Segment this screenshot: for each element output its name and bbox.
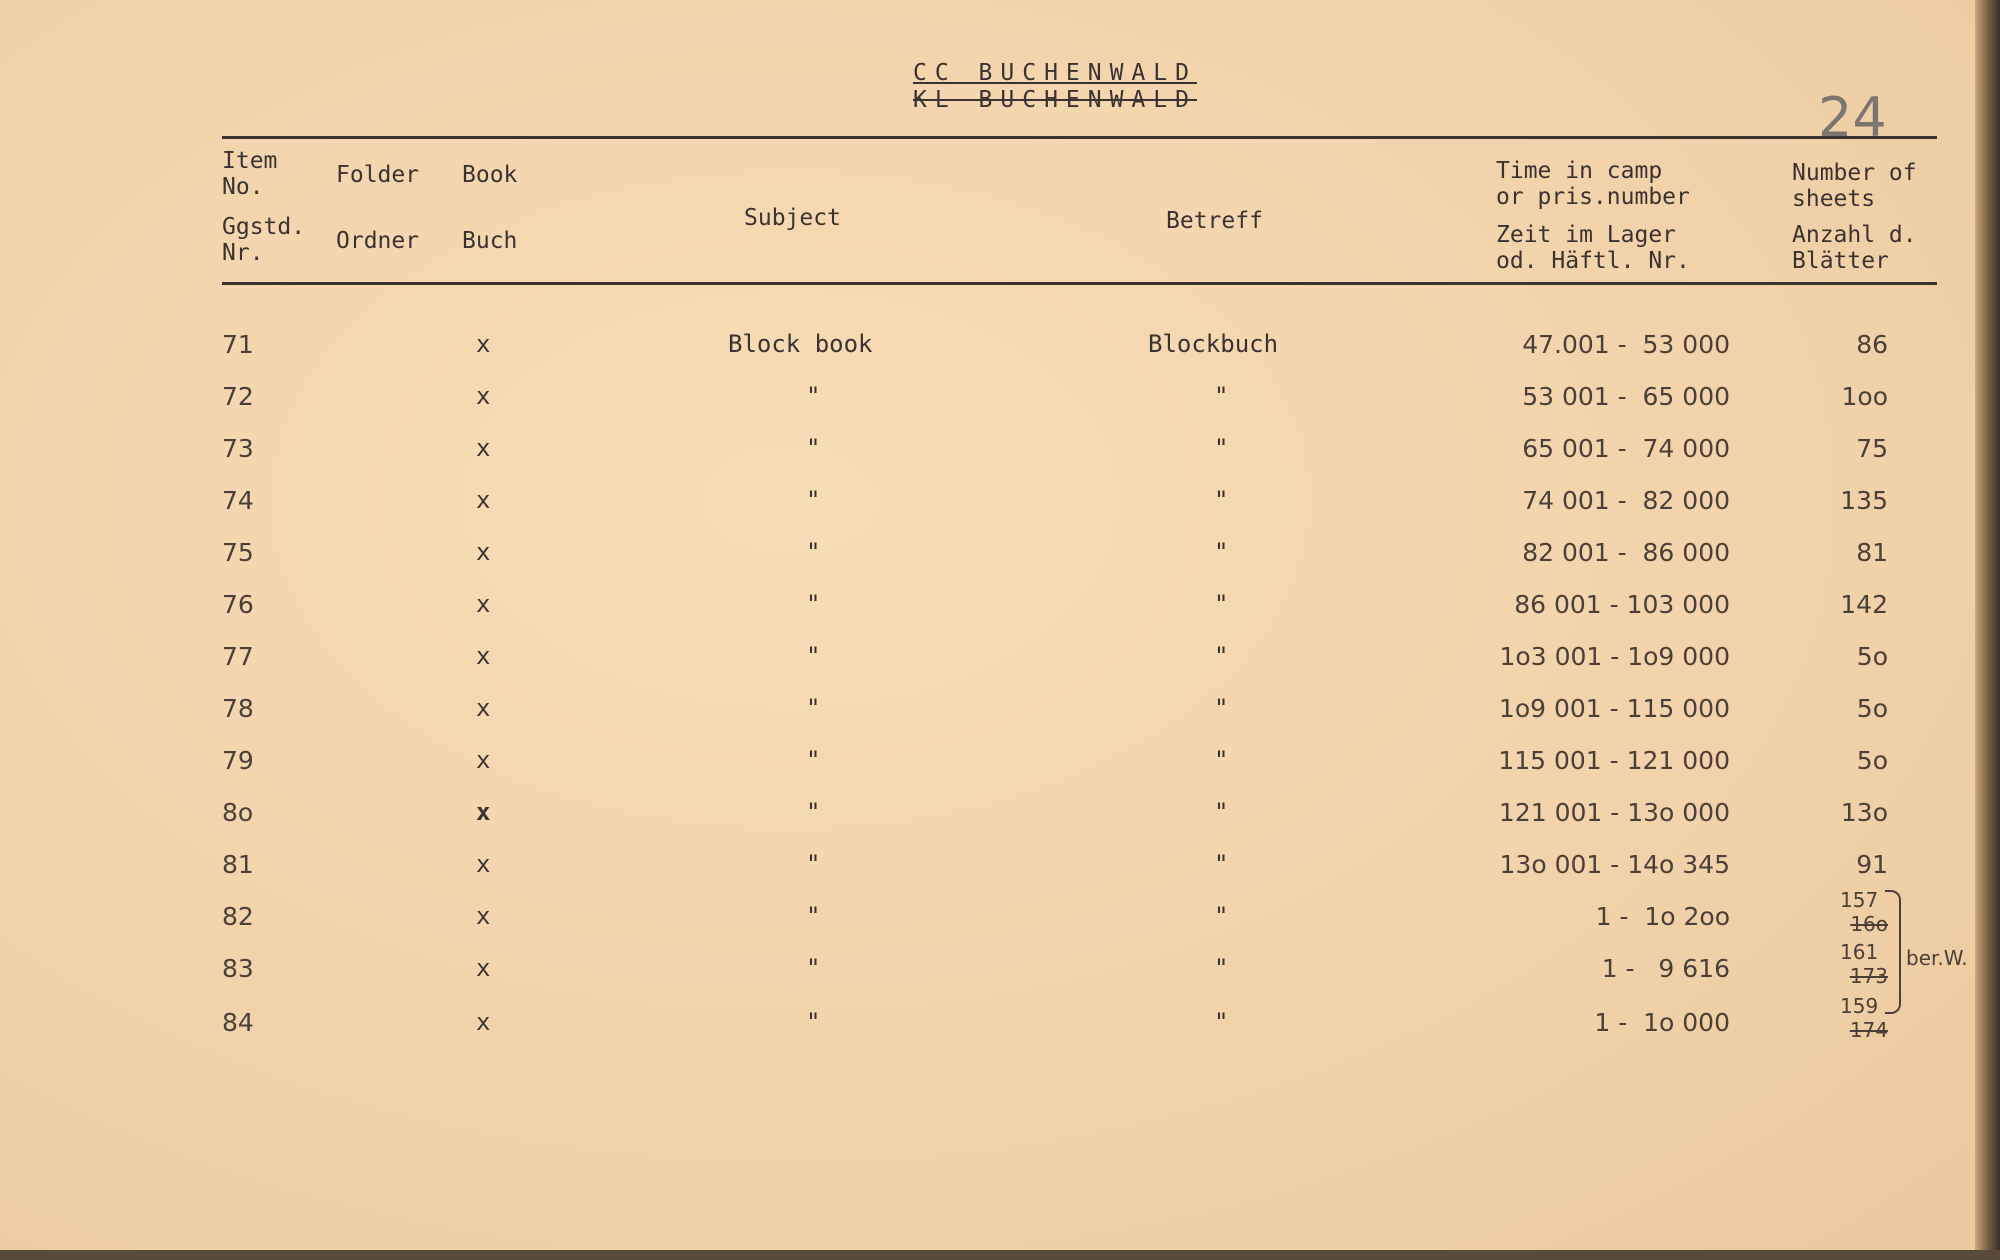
subject: " bbox=[806, 798, 821, 826]
sheet-count: 86 bbox=[1856, 330, 1888, 359]
sheet-count-struck: 173 bbox=[1849, 964, 1888, 988]
header-time-de: Zeit im Lager od. Häftl. Nr. bbox=[1496, 222, 1690, 274]
item-number: 81 bbox=[222, 850, 254, 879]
betreff: " bbox=[1214, 538, 1229, 566]
sheet-count: 135 bbox=[1840, 486, 1888, 515]
correction-note: ber.W. bbox=[1906, 946, 1968, 970]
book-mark: x bbox=[476, 798, 491, 826]
subject: " bbox=[806, 902, 821, 930]
subject: " bbox=[806, 850, 821, 878]
subject: " bbox=[806, 642, 821, 670]
number-range: 47.001 - 53 000 bbox=[1522, 330, 1730, 359]
header-time-en: Time in camp or pris.number bbox=[1496, 158, 1690, 210]
betreff: " bbox=[1214, 850, 1229, 878]
item-number: 84 bbox=[222, 1008, 254, 1037]
table-row bbox=[0, 850, 1975, 902]
header-sheets-de: Anzahl d. Blätter bbox=[1792, 222, 1917, 274]
sheet-count: 1oo bbox=[1841, 382, 1888, 411]
number-range: 82 001 - 86 000 bbox=[1522, 538, 1730, 567]
betreff: " bbox=[1214, 642, 1229, 670]
item-number: 72 bbox=[222, 382, 254, 411]
book-mark: x bbox=[476, 538, 491, 566]
header-folder-en: Folder bbox=[336, 162, 420, 188]
number-range: 86 001 - 103 000 bbox=[1514, 590, 1730, 619]
number-range: 1o9 001 - 115 000 bbox=[1498, 694, 1730, 723]
sheet-count: 5o bbox=[1856, 694, 1888, 723]
book-edge bbox=[1975, 0, 2000, 1260]
item-number: 83 bbox=[222, 954, 254, 983]
subject: " bbox=[806, 590, 821, 618]
correction-82: 157 bbox=[1840, 888, 1879, 912]
header-book-de: Buch bbox=[462, 228, 518, 254]
table-row bbox=[0, 590, 1975, 642]
subject: " bbox=[806, 434, 821, 462]
number-range: 13o 001 - 14o 345 bbox=[1499, 850, 1730, 879]
header-top-rule bbox=[222, 136, 1937, 139]
correction-84: 159 bbox=[1840, 994, 1879, 1018]
sheet-count: 13o bbox=[1840, 798, 1888, 827]
number-range: 65 001 - 74 000 bbox=[1522, 434, 1730, 463]
header-bottom-rule bbox=[222, 282, 1937, 285]
sheet-count-struck: 16o bbox=[1850, 912, 1888, 936]
betreff: " bbox=[1214, 746, 1229, 774]
header-sheets-en: Number of sheets bbox=[1792, 160, 1917, 212]
table-row bbox=[0, 486, 1975, 538]
betreff: " bbox=[1214, 486, 1229, 514]
header-item-en: Item No. bbox=[222, 148, 278, 200]
table-row bbox=[0, 746, 1975, 798]
item-number: 74 bbox=[222, 486, 254, 515]
table-row bbox=[0, 434, 1975, 486]
book-mark: x bbox=[476, 382, 491, 410]
subject: " bbox=[806, 486, 821, 514]
sheet-count: 5o bbox=[1856, 642, 1888, 671]
book-mark: x bbox=[476, 486, 491, 514]
item-number: 79 bbox=[222, 746, 254, 775]
table-row bbox=[0, 382, 1975, 434]
sheet-count: 91 bbox=[1856, 850, 1888, 879]
item-number: 76 bbox=[222, 590, 254, 619]
correction-83: 161 bbox=[1840, 940, 1879, 964]
number-range: 121 001 - 13o 000 bbox=[1498, 798, 1730, 827]
item-number: 73 bbox=[222, 434, 254, 463]
book-mark: x bbox=[476, 642, 491, 670]
header-folder-de: Ordner bbox=[336, 228, 420, 254]
betreff: " bbox=[1214, 954, 1229, 982]
betreff: " bbox=[1214, 902, 1229, 930]
table-row bbox=[0, 954, 1975, 1006]
number-range: 115 001 - 121 000 bbox=[1498, 746, 1730, 775]
subject: Block book bbox=[728, 330, 873, 358]
header-betreff: Betreff bbox=[1166, 208, 1263, 234]
book-mark: x bbox=[476, 902, 491, 930]
correction-bracket bbox=[1885, 890, 1901, 1014]
betreff: " bbox=[1214, 382, 1229, 410]
sheet-count: 75 bbox=[1856, 434, 1888, 463]
table-row bbox=[0, 694, 1975, 746]
betreff: Blockbuch bbox=[1148, 330, 1279, 358]
item-number: 71 bbox=[222, 330, 254, 359]
subject: " bbox=[806, 382, 821, 410]
betreff: " bbox=[1214, 798, 1229, 826]
table-row bbox=[0, 642, 1975, 694]
subject: " bbox=[806, 954, 821, 982]
number-range: 1 - 1o 2oo bbox=[1595, 902, 1730, 931]
item-number: 82 bbox=[222, 902, 254, 931]
item-number: 75 bbox=[222, 538, 254, 567]
betreff: " bbox=[1214, 1008, 1229, 1036]
book-mark: x bbox=[476, 434, 491, 462]
sheet-count: 81 bbox=[1856, 538, 1888, 567]
subject: " bbox=[806, 746, 821, 774]
betreff: " bbox=[1214, 590, 1229, 618]
table-row bbox=[0, 798, 1975, 850]
item-number: 8o bbox=[222, 798, 254, 827]
table-row bbox=[0, 1008, 1975, 1060]
book-mark: x bbox=[476, 954, 491, 982]
item-number: 77 bbox=[222, 642, 254, 671]
page-number: 24 bbox=[1818, 86, 1887, 149]
book-mark: x bbox=[476, 330, 491, 358]
betreff: " bbox=[1214, 434, 1229, 462]
number-range: 1 - 9 616 bbox=[1601, 954, 1730, 983]
sheet-count: 5o bbox=[1856, 746, 1888, 775]
table-row bbox=[0, 902, 1975, 954]
book-mark: x bbox=[476, 746, 491, 774]
sheet-count-struck: 174 bbox=[1849, 1018, 1888, 1042]
betreff: " bbox=[1214, 694, 1229, 722]
book-mark: x bbox=[476, 850, 491, 878]
number-range: 74 001 - 82 000 bbox=[1522, 486, 1730, 515]
subject: " bbox=[806, 1008, 821, 1036]
book-mark: x bbox=[476, 694, 491, 722]
subject: " bbox=[806, 694, 821, 722]
header-item-de: Ggstd. Nr. bbox=[222, 214, 306, 266]
number-range: 1o3 001 - 1o9 000 bbox=[1499, 642, 1730, 671]
book-mark: x bbox=[476, 590, 491, 618]
number-range: 1 - 1o 000 bbox=[1594, 1008, 1730, 1037]
book-mark: x bbox=[476, 1008, 491, 1036]
number-range: 53 001 - 65 000 bbox=[1522, 382, 1730, 411]
table-row bbox=[0, 330, 1975, 382]
sheet-count: 142 bbox=[1840, 590, 1888, 619]
header-book-en: Book bbox=[462, 162, 518, 188]
item-number: 78 bbox=[222, 694, 254, 723]
title-kl: KL BUCHENWALD bbox=[912, 87, 1197, 113]
page-bottom-edge bbox=[0, 1250, 2000, 1260]
table-row bbox=[0, 538, 1975, 590]
header-subject: Subject bbox=[744, 205, 841, 231]
subject: " bbox=[806, 538, 821, 566]
title-cc: CC BUCHENWALD bbox=[912, 60, 1197, 86]
